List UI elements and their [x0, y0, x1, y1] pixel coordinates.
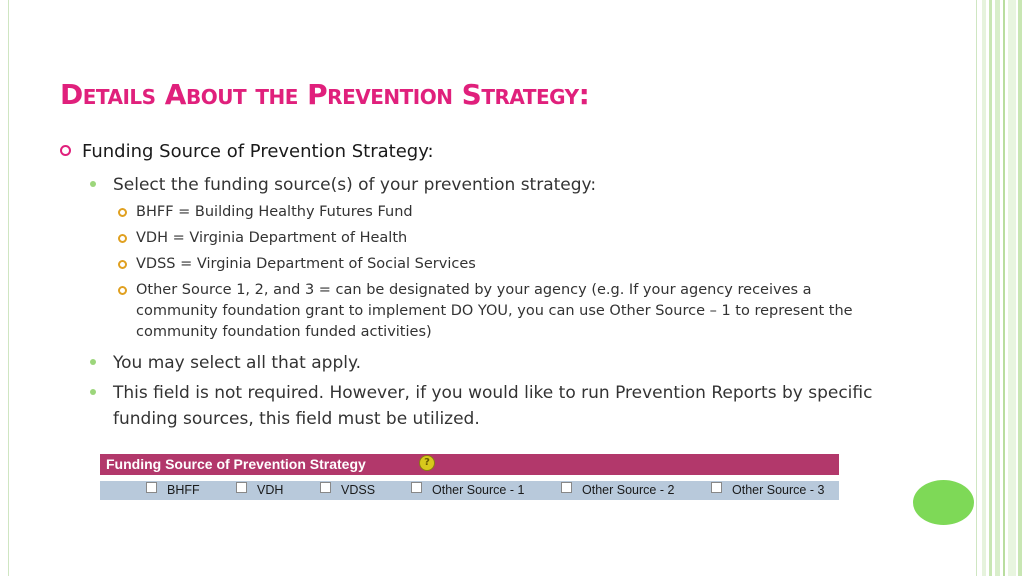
- checkbox-icon[interactable]: [236, 482, 247, 493]
- definition-text: VDH = Virginia Department of Health: [136, 230, 408, 246]
- option-bhff[interactable]: [146, 483, 200, 497]
- ring-bullet-icon: [118, 286, 127, 295]
- option-other-2[interactable]: [561, 483, 674, 497]
- option-other-3[interactable]: [711, 483, 824, 497]
- option-label: VDH: [257, 483, 284, 497]
- option-label: VDSS: [341, 483, 376, 497]
- ring-bullet-icon: [118, 260, 127, 269]
- checkbox-icon[interactable]: [320, 482, 331, 493]
- list-item: [118, 280, 878, 343]
- list-item: [90, 172, 890, 198]
- section-label: Funding Source of Prevention Strategy:: [82, 141, 434, 162]
- list-item: [118, 202, 878, 223]
- section-heading: [60, 141, 434, 162]
- frame-stripe: [982, 0, 986, 576]
- checkbox-icon[interactable]: [411, 482, 422, 493]
- instruction-text: Select the funding source(s) of your prevention strategy:: [113, 175, 597, 195]
- checkbox-icon[interactable]: [146, 482, 157, 493]
- widget-header: [100, 454, 839, 475]
- checkbox-icon[interactable]: [711, 482, 722, 493]
- frame-stripe: [1003, 0, 1005, 576]
- option-label: Other Source - 3: [732, 483, 825, 497]
- definition-text: VDSS = Virginia Department of Social Services: [136, 256, 476, 272]
- note-text: You may select all that apply.: [113, 353, 362, 373]
- ring-bullet-icon: [60, 145, 71, 156]
- frame-stripe: [995, 0, 1000, 576]
- frame-left-line: [8, 0, 9, 576]
- frame-stripe: [1008, 0, 1016, 576]
- ring-bullet-icon: [118, 208, 127, 217]
- help-icon[interactable]: ?: [419, 455, 435, 471]
- note-text: This field is not required. However, if you would like to run Prevention Reports by specific funding sources, this field must be utilized.: [113, 383, 873, 429]
- option-vdh[interactable]: [236, 483, 283, 497]
- option-label: BHFF: [167, 483, 200, 497]
- frame-right-line: [976, 0, 977, 576]
- option-label: Other Source - 1: [432, 483, 525, 497]
- option-other-1[interactable]: [411, 483, 524, 497]
- list-item: [118, 228, 878, 249]
- decorative-circle: [913, 480, 974, 525]
- option-vdss[interactable]: [320, 483, 375, 497]
- frame-stripe: [989, 0, 992, 576]
- widget-header-label: Funding Source of Prevention Strategy: [106, 456, 366, 472]
- dot-bullet-icon: [90, 389, 96, 395]
- definition-text: BHFF = Building Healthy Futures Fund: [136, 204, 413, 220]
- option-label: Other Source - 2: [582, 483, 675, 497]
- funding-options-row: [100, 481, 839, 500]
- definition-text: Other Source 1, 2, and 3 = can be designated by your agency (e.g. If your agency receives a community foundation grant to implement DO YOU, you can use Other Source – 1 to represent the community foundation funded activities): [136, 282, 853, 340]
- frame-stripe: [1018, 0, 1022, 576]
- list-item: [90, 380, 880, 432]
- ring-bullet-icon: [118, 234, 127, 243]
- list-item: [90, 350, 890, 376]
- dot-bullet-icon: [90, 181, 96, 187]
- dot-bullet-icon: [90, 359, 96, 365]
- list-item: [118, 254, 878, 275]
- page-title: Details About the Prevention Strategy:: [60, 78, 590, 111]
- checkbox-icon[interactable]: [561, 482, 572, 493]
